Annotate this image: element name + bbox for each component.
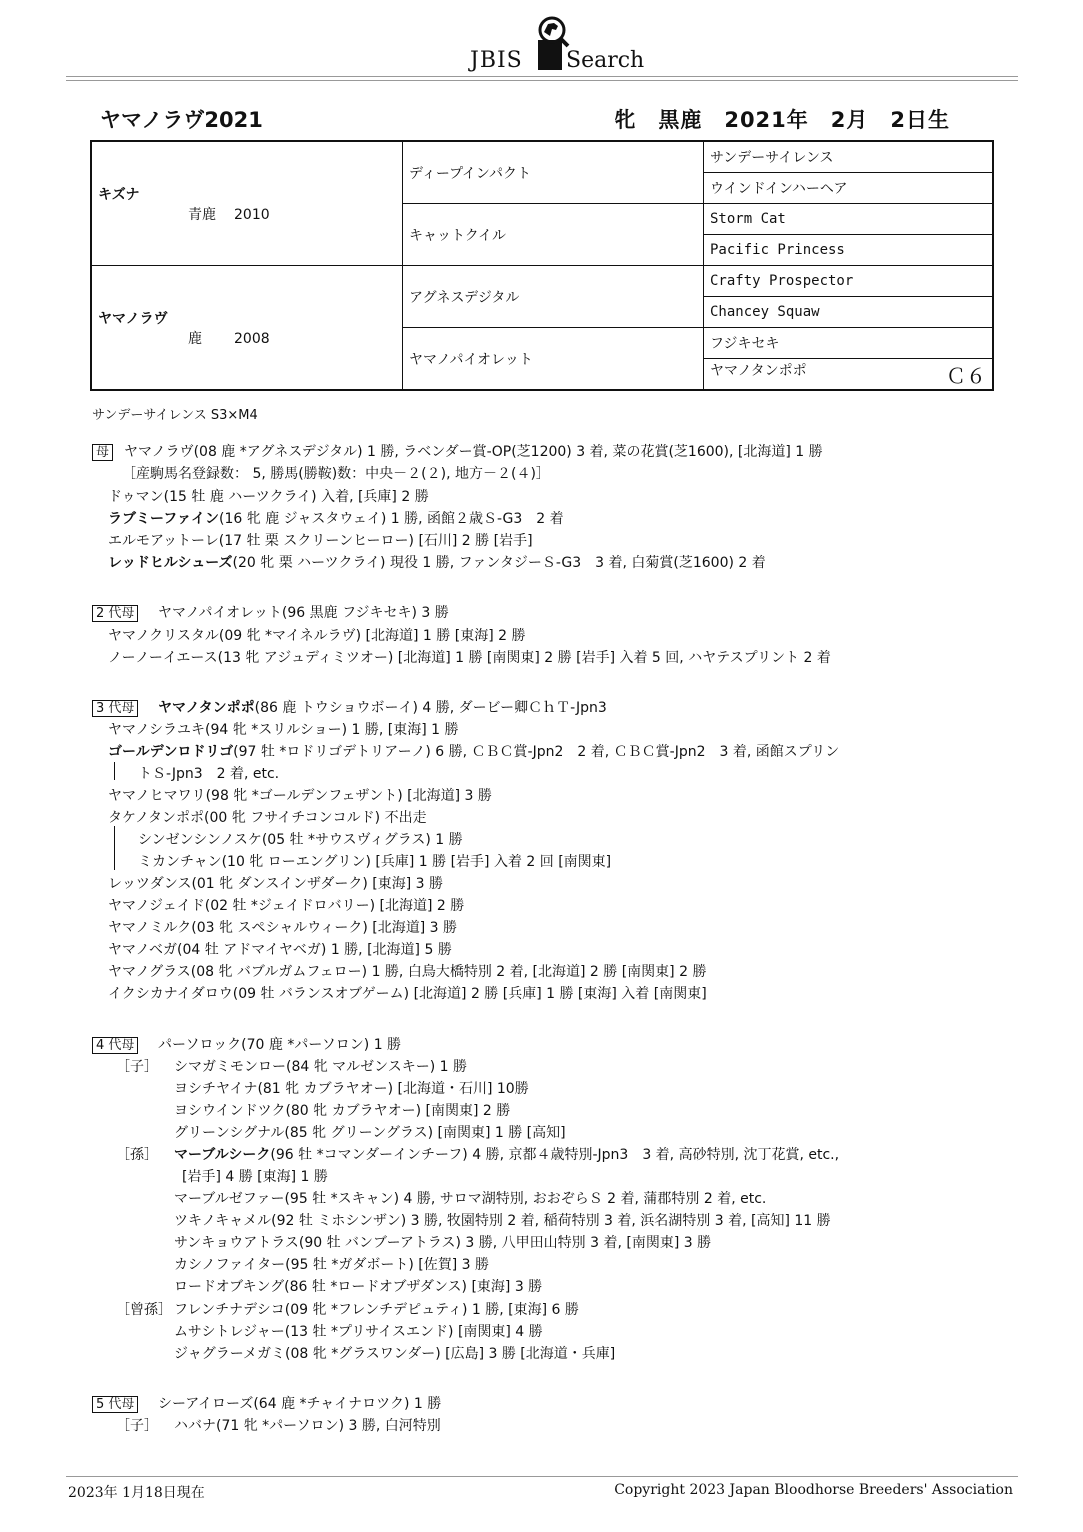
list-item: ヤマノミルク(03 牝 スペシャルウィーク) [北海道] 3 勝 [108,920,457,936]
list-item: ヤマノベガ(04 牡 アドマイヤベガ) 1 勝, [北海道] 5 勝 [108,942,452,958]
section-1-label: 母 [92,441,113,460]
list-item: ヤマノシラユキ(94 牝 *スリルショー) 1 勝, [東海] 1 勝 [108,722,459,738]
list-item: ヤマノジェイド(02 牡 *ジェイドロバリー) [北海道] 2 勝 [108,898,465,914]
sire-cell [91,141,403,266]
third-dam-record: ヤマノタンポポ(86 鹿 トウショウボーイ) 4 勝, ダービー卿ＣｈＴ-Jpn3 [158,700,607,716]
g3-5: Crafty Prospector [704,266,994,297]
list-item: ドゥマン(15 牡 鹿 ハーツクライ) 入着, [兵庫] 2 勝 [108,489,429,505]
list-item: ラブミーファイン(16 牝 鹿 ジャスタウェイ) 1 勝, 函館２歳Ｓ-G3 2 着 [108,511,564,527]
list-item: ノーノーイエース(13 牝 アジュディミツオー) [北海道] 1 勝 [南関東] 2 勝 [岩手] 入着 5 回, ハヤテスプリント 2 着 [108,650,831,666]
dam-name: ヤマノラヴ [98,311,168,327]
list-item: シンゼンシンノスケ(05 牡 *サウスヴィグラス) 1 勝 [138,832,463,848]
list-item: シマガミモンロー(84 牝 マルゼンスキー) 1 勝 [174,1059,468,1075]
as-of-date: 2023年 1月18日現在 [68,1485,205,1501]
jbis-search-logo [470,14,645,74]
logo-text-search: Search [566,48,645,73]
title-row [100,104,960,134]
dam-info: 鹿 2008 [188,331,270,347]
list-item: ムサシトレジャー(13 牡 *プリサイスエンド) [南関東] 4 勝 [174,1324,543,1340]
descendant-bar [114,826,115,870]
list-item: ヤマノヒマワリ(98 牝 *ゴールデンフェザント) [北海道] 3 勝 [108,788,492,804]
list-item: タケノタンポポ(00 牝 フサイチコンコルド) 不出走 [108,810,427,826]
footer-divider [66,1476,1018,1477]
group-label-children: ［子］ [116,1059,158,1075]
g3-6: Chancey Squaw [704,297,994,328]
list-item: ヤマノグラス(08 牝 バブルガムフェロー) 1 勝, 白鳥大橋特別 2 着, [北海道] 2 勝 [南関東] 2 勝 [108,964,707,980]
family-number: Ｃ６ [946,363,986,388]
sire-dam: キャットクイル [403,204,704,266]
sire-info: 青鹿 2010 [188,207,270,223]
g3-1: サンデーサイレンス [704,141,994,173]
copyright: Copyright 2023 Japan Bloodhorse Breeders' Association [614,1482,1013,1498]
list-item: ヨシウインドツク(80 牝 カブラヤオー) [南関東] 2 勝 [174,1103,511,1119]
g3-3: Storm Cat [704,204,994,235]
descendant-bar [114,762,115,780]
section-4-label: 4 代母 [92,1034,138,1053]
list-item: ロードオブキング(86 牡 *ロードオブザダンス) [東海] 3 勝 [174,1279,543,1295]
list-item: カシノファイター(95 牡 *ガダボート) [佐賀] 3 勝 [174,1257,489,1273]
sire-sire: ディープインパクト [403,141,704,204]
list-item: ツキノキャメル(92 牡 ミホシンザン) 3 勝, 牧園特別 2 着, 稲荷特別 3 着, 浜名湖特別 3 着, [高知] 11 勝 [174,1213,831,1229]
sire-name: キズナ [98,187,140,203]
section-3-label: 3 代母 [92,697,138,716]
list-item-continued: [岩手] 4 勝 [東海] 1 勝 [182,1169,328,1185]
g3-2: ウインドインハーヘア [704,173,994,204]
list-item: フレンチナデシコ(09 牝 *フレンチデピュティ) 1 勝, [東海] 6 勝 [174,1302,579,1318]
header-divider-2 [66,80,1018,81]
list-item: ハバナ(71 牝 *パーソロン) 3 勝, 白河特別 [174,1418,441,1434]
list-item: マーブルゼファー(95 牡 *スキャン) 4 勝, サロマ湖特別, おおぞらＳ 2 着, 蒲郡特別 2 着, etc. [174,1191,767,1207]
horse-name: ヤマノラヴ2021 [100,108,263,132]
list-item-continued: トＳ-Jpn3 2 着, etc. [138,766,280,782]
group-label-great-grandchildren: ［曾孫］ [116,1302,172,1318]
dam-sire: アグネスデジタル [403,266,704,328]
list-item: マーブルシーク(96 牡 *コマンダーインチーフ) 4 勝, 京都４歳特別-Jpn3 3 着, 高砂特別, 沈丁花賞, etc., [174,1147,840,1163]
group-label-grandchildren: ［孫］ [116,1147,158,1163]
list-item: イクシカナイダロウ(09 牡 バランスオブゲーム) [北海道] 2 勝 [兵庫] 1 勝 [東海] 入着 [南関東] [108,986,707,1002]
list-item: エルモアットーレ(17 牡 栗 スクリーンヒーロー) [石川] 2 勝 [岩手] [108,533,533,549]
list-item: ジャグラーメガミ(08 牝 *グラスワンダー) [広島] 3 勝 [北海道・兵庫] [174,1346,616,1362]
list-item: ヨシチヤイナ(81 牝 カブラヤオー) [北海道・石川] 10勝 [174,1081,529,1097]
list-item: サンキョウアトラス(90 牡 バンブーアトラス) 3 勝, 八甲田山特別 3 着, [南関東] 3 勝 [174,1235,712,1251]
list-item: グリーンシグナル(85 牝 グリーングラス) [南関東] 1 勝 [高知] [174,1125,566,1141]
second-dam-record: ヤマノパイオレット(96 黒鹿 フジキセキ) 3 勝 [158,605,449,621]
dam-dam: ヤマノパイオレット [403,328,704,391]
list-item: レッドヒルシューズ(20 牝 栗 ハーツクライ) 現役 1 勝, ファンタジーＳ-G3 3 着, 白菊賞(芝1600) 2 着 [108,555,766,571]
inbreeding-note: サンデーサイレンス S3×M4 [92,408,258,423]
list-item: ミカンチャン(10 牝 ローエングリン) [兵庫] 1 勝 [岩手] 入着 2 回 [南関東] [138,854,612,870]
fourth-dam-record: パーソロック(70 鹿 *パーソロン) 1 勝 [158,1037,402,1053]
horse-birth-info: 牝 黒鹿 2021年 2月 2日生 [614,108,950,132]
pedigree-table [90,140,994,391]
list-item: ヤマノクリスタル(09 牝 *マイネルラヴ) [北海道] 1 勝 [東海] 2 勝 [108,628,526,644]
fifth-dam-record: シーアイローズ(64 鹿 *チャイナロツク) 1 勝 [158,1396,442,1412]
logo-text-jbis: JBIS [470,48,523,73]
g3-8: ヤマノタンポポ Ｃ６ [704,359,994,391]
group-label-children: ［子］ [116,1418,158,1434]
list-item: ゴールデンロドリゴ(97 牡 *ロドリゴデトリアーノ) 6 勝, ＣＢＣ賞-Jpn2 2 着, ＣＢＣ賞-Jpn2 3 着, 函館スプリン [108,744,840,760]
dam-produce-summary: ［産駒馬名登録数： 5, 勝馬(勝鞍)数：中央－２(２), 地方－２(４)］ [122,466,550,482]
dam-cell [91,266,403,391]
g3-4: Pacific Princess [704,235,994,266]
g3-7: フジキセキ [704,328,994,359]
dam-record: ヤマノラヴ(08 鹿 *アグネスデジタル) 1 勝, ラベンダー賞-OP(芝1200) 3 着, 菜の花賞(芝1600), [北海道] 1 勝 [124,444,823,460]
list-item: レッツダンス(01 牝 ダンスインザダーク) [東海] 3 勝 [108,876,443,892]
section-2-label: 2 代母 [92,602,138,621]
header-divider [66,76,1018,77]
section-5-label: 5 代母 [92,1393,138,1412]
